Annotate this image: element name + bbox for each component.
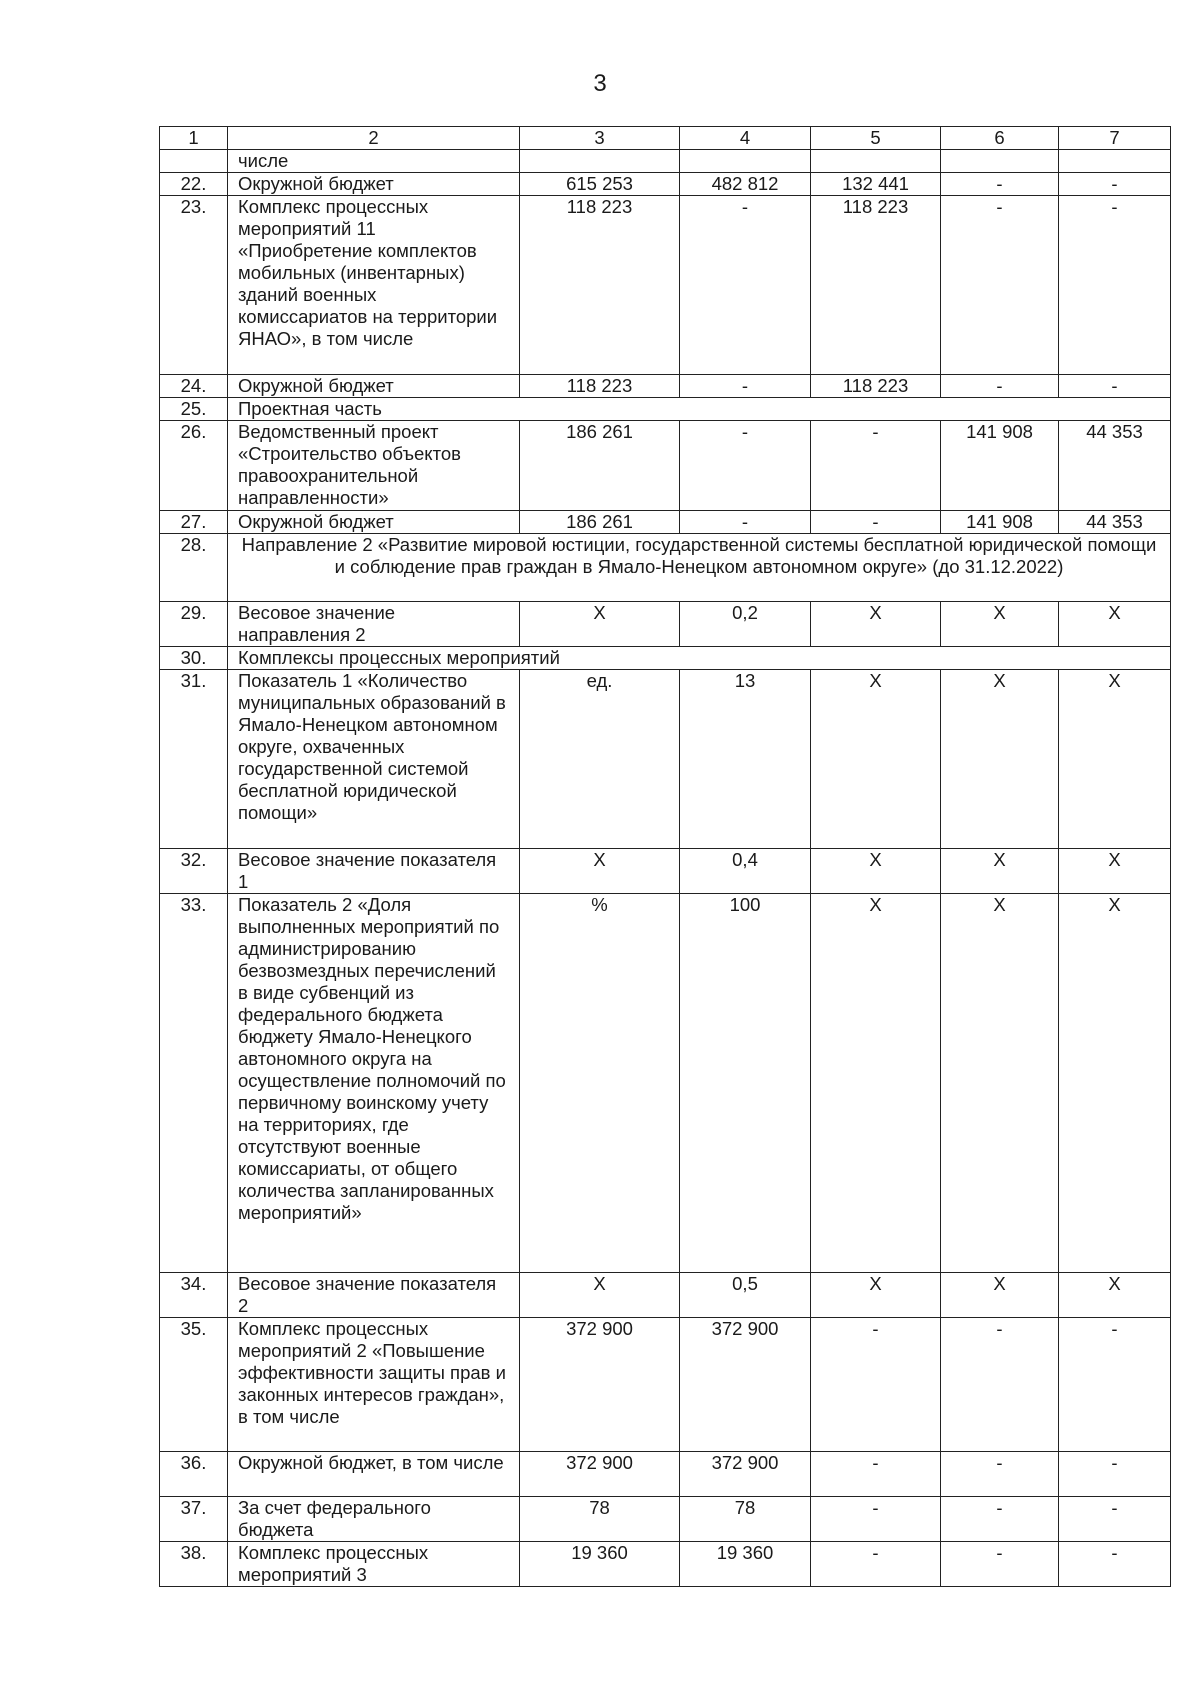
row-number: 37. — [160, 1497, 228, 1542]
value-col-3: ед. — [520, 670, 680, 849]
row-name: Весовое значение показателя 2 — [228, 1273, 520, 1318]
value-col-3: 78 — [520, 1497, 680, 1542]
value-col-7: X — [1059, 602, 1171, 647]
row-name: числе — [228, 150, 520, 173]
column-header-2: 2 — [228, 127, 520, 150]
value-col-7: X — [1059, 1273, 1171, 1318]
value-col-6: X — [941, 894, 1059, 1273]
table-row — [160, 647, 1171, 670]
value-col-4: - — [680, 511, 811, 534]
table-row — [160, 173, 1171, 196]
value-col-3: 118 223 — [520, 375, 680, 398]
value-col-4: 78 — [680, 1497, 811, 1542]
value-col-3: 19 360 — [520, 1542, 680, 1587]
table-row — [160, 894, 1171, 1273]
table-row — [160, 1452, 1171, 1497]
value-col-3: X — [520, 1273, 680, 1318]
value-col-7: - — [1059, 196, 1171, 375]
value-col-6: X — [941, 602, 1059, 647]
value-col-6: X — [941, 1273, 1059, 1318]
value-col-4: 0,5 — [680, 1273, 811, 1318]
value-col-7: - — [1059, 1497, 1171, 1542]
value-col-6: X — [941, 670, 1059, 849]
value-col-5: 118 223 — [811, 375, 941, 398]
value-col-5: - — [811, 1318, 941, 1452]
row-name: Комплекс процессных мероприятий 2 «Повышение эффективности защиты прав и законных интересов граждан», в том числе — [228, 1318, 520, 1452]
column-header-4: 4 — [680, 127, 811, 150]
value-col-4: 0,4 — [680, 849, 811, 894]
row-number: 34. — [160, 1273, 228, 1318]
value-col-5 — [811, 150, 941, 173]
value-col-3: % — [520, 894, 680, 1273]
table-row — [160, 849, 1171, 894]
value-col-4: 482 812 — [680, 173, 811, 196]
value-col-6: 141 908 — [941, 421, 1059, 511]
row-name: Окружной бюджет — [228, 173, 520, 196]
value-col-5: X — [811, 1273, 941, 1318]
table-row — [160, 534, 1171, 602]
value-col-3: X — [520, 602, 680, 647]
row-number: 38. — [160, 1542, 228, 1587]
row-number: 30. — [160, 647, 228, 670]
value-col-5: X — [811, 670, 941, 849]
value-col-5: X — [811, 849, 941, 894]
value-col-6: - — [941, 1497, 1059, 1542]
value-col-3: 372 900 — [520, 1452, 680, 1497]
value-col-7: X — [1059, 894, 1171, 1273]
value-col-4: 372 900 — [680, 1452, 811, 1497]
row-number: 28. — [160, 534, 228, 602]
row-number: 22. — [160, 173, 228, 196]
value-col-4: - — [680, 421, 811, 511]
value-col-6: - — [941, 375, 1059, 398]
value-col-7: 44 353 — [1059, 421, 1171, 511]
column-header-5: 5 — [811, 127, 941, 150]
row-name: Показатель 2 «Доля выполненных мероприятий по администрированию безвозмездных перечислений в виде субвенций из федерального бюджета бюджету Ямало-Ненецкого автономного округа на осуществление полномочий по первичному воинскому учету на территориях, где отсутствуют военные комиссариаты, от общего количества запланированных мероприятий» — [228, 894, 520, 1273]
row-number: 31. — [160, 670, 228, 849]
column-header-7: 7 — [1059, 127, 1171, 150]
table-row — [160, 398, 1171, 421]
table-row — [160, 196, 1171, 375]
row-name: Окружной бюджет — [228, 375, 520, 398]
row-name: За счет федерального бюджета — [228, 1497, 520, 1542]
value-col-3: 118 223 — [520, 196, 680, 375]
value-col-7: 44 353 — [1059, 511, 1171, 534]
budget-table — [159, 126, 1171, 1587]
table-row — [160, 421, 1171, 511]
value-col-5: - — [811, 1542, 941, 1587]
value-col-6: - — [941, 1542, 1059, 1587]
value-col-5: 132 441 — [811, 173, 941, 196]
row-name: Окружной бюджет, в том числе — [228, 1452, 520, 1497]
row-number: 25. — [160, 398, 228, 421]
value-col-7: X — [1059, 670, 1171, 849]
value-col-7: - — [1059, 1452, 1171, 1497]
row-name: Ведомственный проект «Строительство объектов правоохранительной направленности» — [228, 421, 520, 511]
value-col-3: 615 253 — [520, 173, 680, 196]
value-col-4: 0,2 — [680, 602, 811, 647]
column-header-3: 3 — [520, 127, 680, 150]
row-name: Весовое значение направления 2 — [228, 602, 520, 647]
page-number: 3 — [593, 70, 607, 97]
value-col-4: - — [680, 196, 811, 375]
value-col-7: - — [1059, 1542, 1171, 1587]
value-col-3: 186 261 — [520, 421, 680, 511]
value-col-5: - — [811, 1497, 941, 1542]
row-number: 29. — [160, 602, 228, 647]
table-row — [160, 375, 1171, 398]
value-col-7 — [1059, 150, 1171, 173]
value-col-6 — [941, 150, 1059, 173]
row-number: 36. — [160, 1452, 228, 1497]
row-number: 26. — [160, 421, 228, 511]
column-header-1: 1 — [160, 127, 228, 150]
value-col-3: X — [520, 849, 680, 894]
value-col-5: - — [811, 421, 941, 511]
value-col-5: X — [811, 894, 941, 1273]
value-col-6: - — [941, 173, 1059, 196]
row-name: Показатель 1 «Количество муниципальных образований в Ямало-Ненецком автономном округе, охваченных государственной системой бесплатной юридической помощи» — [228, 670, 520, 849]
value-col-6: - — [941, 1452, 1059, 1497]
row-number: 32. — [160, 849, 228, 894]
table-row — [160, 511, 1171, 534]
row-name: Окружной бюджет — [228, 511, 520, 534]
table-row — [160, 1273, 1171, 1318]
value-col-4 — [680, 150, 811, 173]
value-col-4: 372 900 — [680, 1318, 811, 1452]
section-heading: Проектная часть — [228, 398, 1171, 421]
value-col-5: - — [811, 1452, 941, 1497]
value-col-7: - — [1059, 375, 1171, 398]
value-col-7: X — [1059, 849, 1171, 894]
section-heading: Направление 2 «Развитие мировой юстиции, государственной системы бесплатной юридической помощи и соблюдение прав граждан в Ямало-Ненецком автономном округе» (до 31.12.2022) — [228, 534, 1171, 602]
value-col-4: 100 — [680, 894, 811, 1273]
section-heading: Комплексы процессных мероприятий — [228, 647, 1171, 670]
row-name: Комплекс процессных мероприятий 11 «Приобретение комплектов мобильных (инвентарных) зданий военных комиссариатов на территории ЯНАО», в том числе — [228, 196, 520, 375]
value-col-6: X — [941, 849, 1059, 894]
value-col-7: - — [1059, 1318, 1171, 1452]
value-col-3 — [520, 150, 680, 173]
table-row — [160, 602, 1171, 647]
table-header-row — [160, 127, 1171, 150]
value-col-5: 118 223 — [811, 196, 941, 375]
row-number: 24. — [160, 375, 228, 398]
value-col-4: 19 360 — [680, 1542, 811, 1587]
table-row — [160, 1542, 1171, 1587]
table-row — [160, 1318, 1171, 1452]
value-col-5: X — [811, 602, 941, 647]
value-col-7: - — [1059, 173, 1171, 196]
row-number: 23. — [160, 196, 228, 375]
row-number: 35. — [160, 1318, 228, 1452]
row-number: 27. — [160, 511, 228, 534]
value-col-4: 13 — [680, 670, 811, 849]
value-col-3: 372 900 — [520, 1318, 680, 1452]
column-header-6: 6 — [941, 127, 1059, 150]
value-col-6: - — [941, 196, 1059, 375]
value-col-5: - — [811, 511, 941, 534]
row-number — [160, 150, 228, 173]
value-col-4: - — [680, 375, 811, 398]
value-col-3: 186 261 — [520, 511, 680, 534]
table-row — [160, 670, 1171, 849]
table-row — [160, 1497, 1171, 1542]
table-row — [160, 150, 1171, 173]
row-name: Весовое значение показателя 1 — [228, 849, 520, 894]
value-col-6: 141 908 — [941, 511, 1059, 534]
value-col-6: - — [941, 1318, 1059, 1452]
row-name: Комплекс процессных мероприятий 3 — [228, 1542, 520, 1587]
row-number: 33. — [160, 894, 228, 1273]
